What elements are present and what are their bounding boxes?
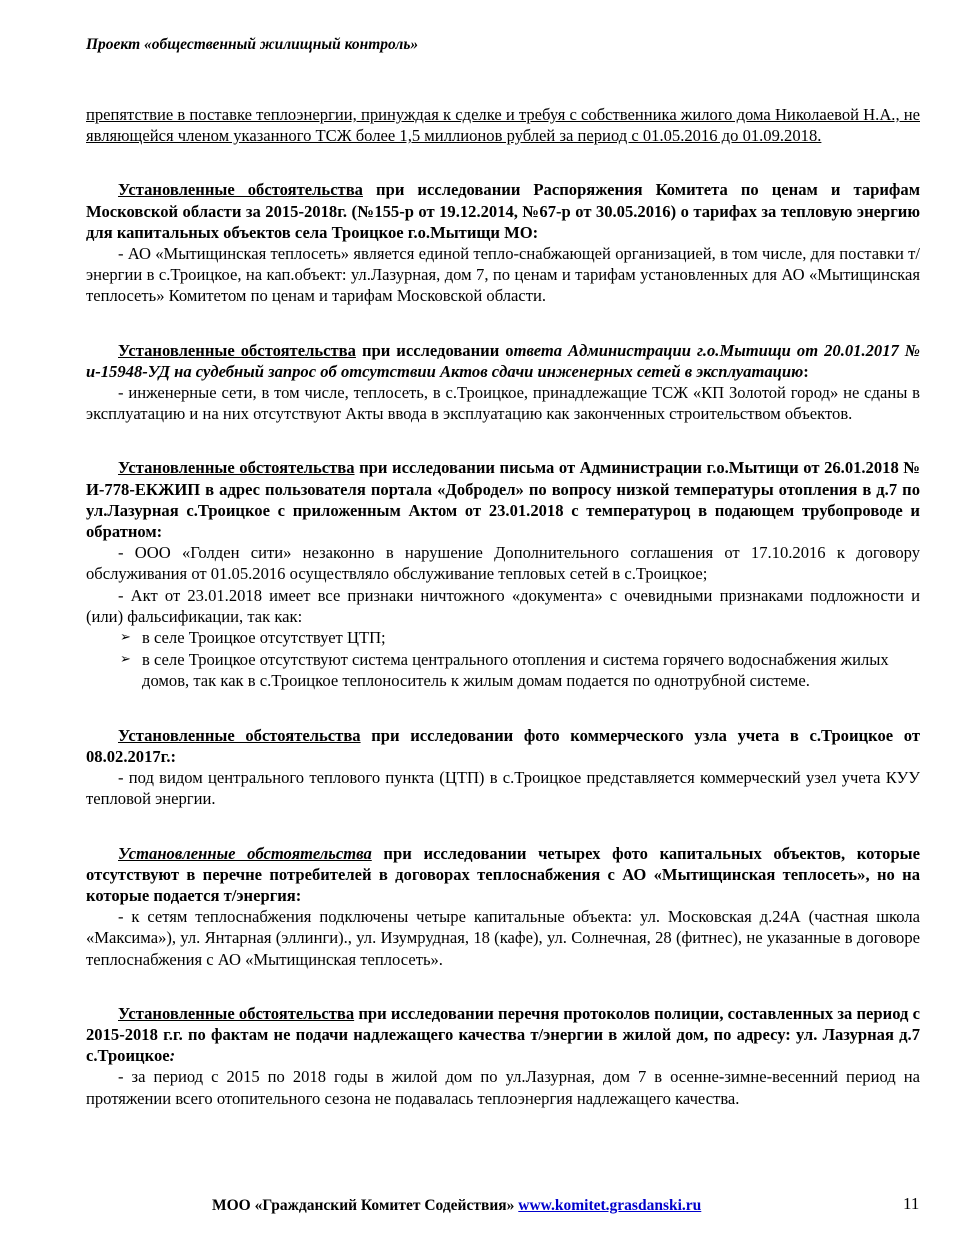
list-item-text: в селе Троицкое отсутствует ЦТП; [142,628,386,648]
section-heading [86,179,920,243]
section-heading [86,843,920,907]
section-heading-text: при исследовании четырех фото капитальных объектов, которые отсутствуют в перечне потребителей в договорах теплоснабжения с АО «Мытищинская теплосеть», но на которые подается т/энергия: [86,843,921,906]
section-heading-text: при исследовании фото коммерческого узла учета в с.Троицкое от 08.02.2017г.: [86,725,920,767]
section-heading [86,725,920,767]
section-heading-text: при исследовании письма от Администрации г.о.Мытищи от 26.01.2018 № И-778-ЕКЖИП в адрес пользователя портала «Добродел» по вопросу низкой температуры отопления в д.7 по ул.Лазурная с.Троицкое с приложенным Актом от 23.01.2018 с температуроц в подающем трубопроводе и обратном: [86,458,920,542]
section-heading-text: при исследовании Распоряжения Комитета по ценам и тарифам Московской области за 2015-2018г. (№155-р от 19.12.2014, №67-р от 30.05.2016) о тарифах за тепловую энергию для капитальных объектов села Троицкое г.о.Мытищи МО: [86,180,920,242]
document-body [86,104,920,1109]
section-item: - за период с 2015 по 2018 годы в жилой дом по ул.Лазурная, дом 7 в осенне-зимне-весенний период на протяжении всего отопительного сезона не подавалась теплоэнергия надлежащего качества. [86,1067,920,1108]
section-item: - инженерные сети, в том числе, теплосеть, в с.Троицкое, принадлежащие ТСЖ «КП Золотой город» не сданы в эксплуатацию и на них отсутствуют Акты ввода в эксплуатацию как законченных строительством объектов. [86,383,920,424]
arrow-bullet-icon: ➢ [120,630,131,646]
section-heading-end: : [169,1046,176,1066]
list-item [86,649,920,692]
footer-website-link[interactable]: www.komitet.grasdanski.ru [518,1197,702,1214]
section-item: - Акт от 23.01.2018 имеет все признаки ничтожного «документа» с очевидными признаками подложности и (или) фальсификации, так как: [86,585,920,626]
section-item: - под видом центрального теплового пункта (ЦТП) в с.Троицкое представляется коммерческий узел учета КУУ тепловой энергии. [86,768,920,809]
section-heading [86,1003,920,1067]
section-heading-italic: твета Администрации г.о.Мытищи от 20.01.2017 № и-15948-УД на судебный запрос об отсутствии Актов сдачи инженерных сетей в эксплуатацию [86,340,920,381]
section-lead: Установленные обстоятельства [118,1003,355,1023]
section-item: - к сетям теплоснабжения подключены четыре капитальные объекта: ул. Московская д.24А (частная школа «Максима»), ул. Янтарная (эллинги)., ул. Изумрудная, 18 (кафе), ул. Солнечная, 28 (фитнес), не указанные в договоре теплоснабжения с АО «Мытищинская теплосеть». [86,907,920,969]
section-heading-text: при исследовании перечня протоколов полиции, составленных за период с 2015-2018 г.г. по фактам не подачи надлежащего качества т/энергии в жилой дом, по адресу: ул. Лазурная д.7 с.Троицкое [86,1003,920,1066]
footer-org: МОО «Гражданский Комитет Содействия» [212,1197,519,1214]
arrow-bullet-icon: ➢ [120,651,131,667]
list-item [86,627,920,649]
intro-paragraph: препятствие в поставке теплоэнергии, принуждая к сделке и требуя с собственника жилого дома Николаевой Н.А., не являющейся членом указанного ТСЖ более 1,5 миллионов рублей за период с 01.05.2016 до 01.09.2018. [86,105,920,146]
page-number: 11 [903,1194,920,1213]
page-header-title: Проект «общественный жилищный контроль» [86,36,419,53]
section-lead: Установленные обстоятельства [118,340,356,360]
section-lead: Установленные обстоятельства [118,725,361,745]
bullet-list [86,627,920,692]
footer-text [212,1197,701,1215]
list-item-text: в селе Троицкое отсутствуют система центрального отопления и система горячего водоснабжения жилых домов, так как в с.Троицкое теплоноситель к жилым домам подается по однотрубной системе. [142,649,889,691]
section-heading [86,457,920,542]
section-lead: Установленные обстоятельства [118,843,372,863]
section-heading-text: при исследовании о [355,340,514,360]
section-heading-end: : [803,361,809,381]
section-heading [86,340,920,382]
section-lead: Установленные обстоятельства [118,458,355,478]
section-item: - ООО «Голден сити» незаконно в нарушение Дополнительного соглашения от 17.10.2016 к договору обслуживания от 01.05.2016 осуществляло обслуживание тепловых сетей в с.Троицкое; [86,543,920,584]
section-lead: Установленные обстоятельства [118,180,363,200]
section-item: - АО «Мытищинская теплосеть» является единой тепло-снабжающей организацией, в том числе, для поставки т/энергии в с.Троицкое, на кап.объект: ул.Лазурная, дом 7, по ценам и тарифам установленных для АО «Мытищинская теплосеть» Комитетом по ценам и тарифам Московской области. [86,244,920,306]
